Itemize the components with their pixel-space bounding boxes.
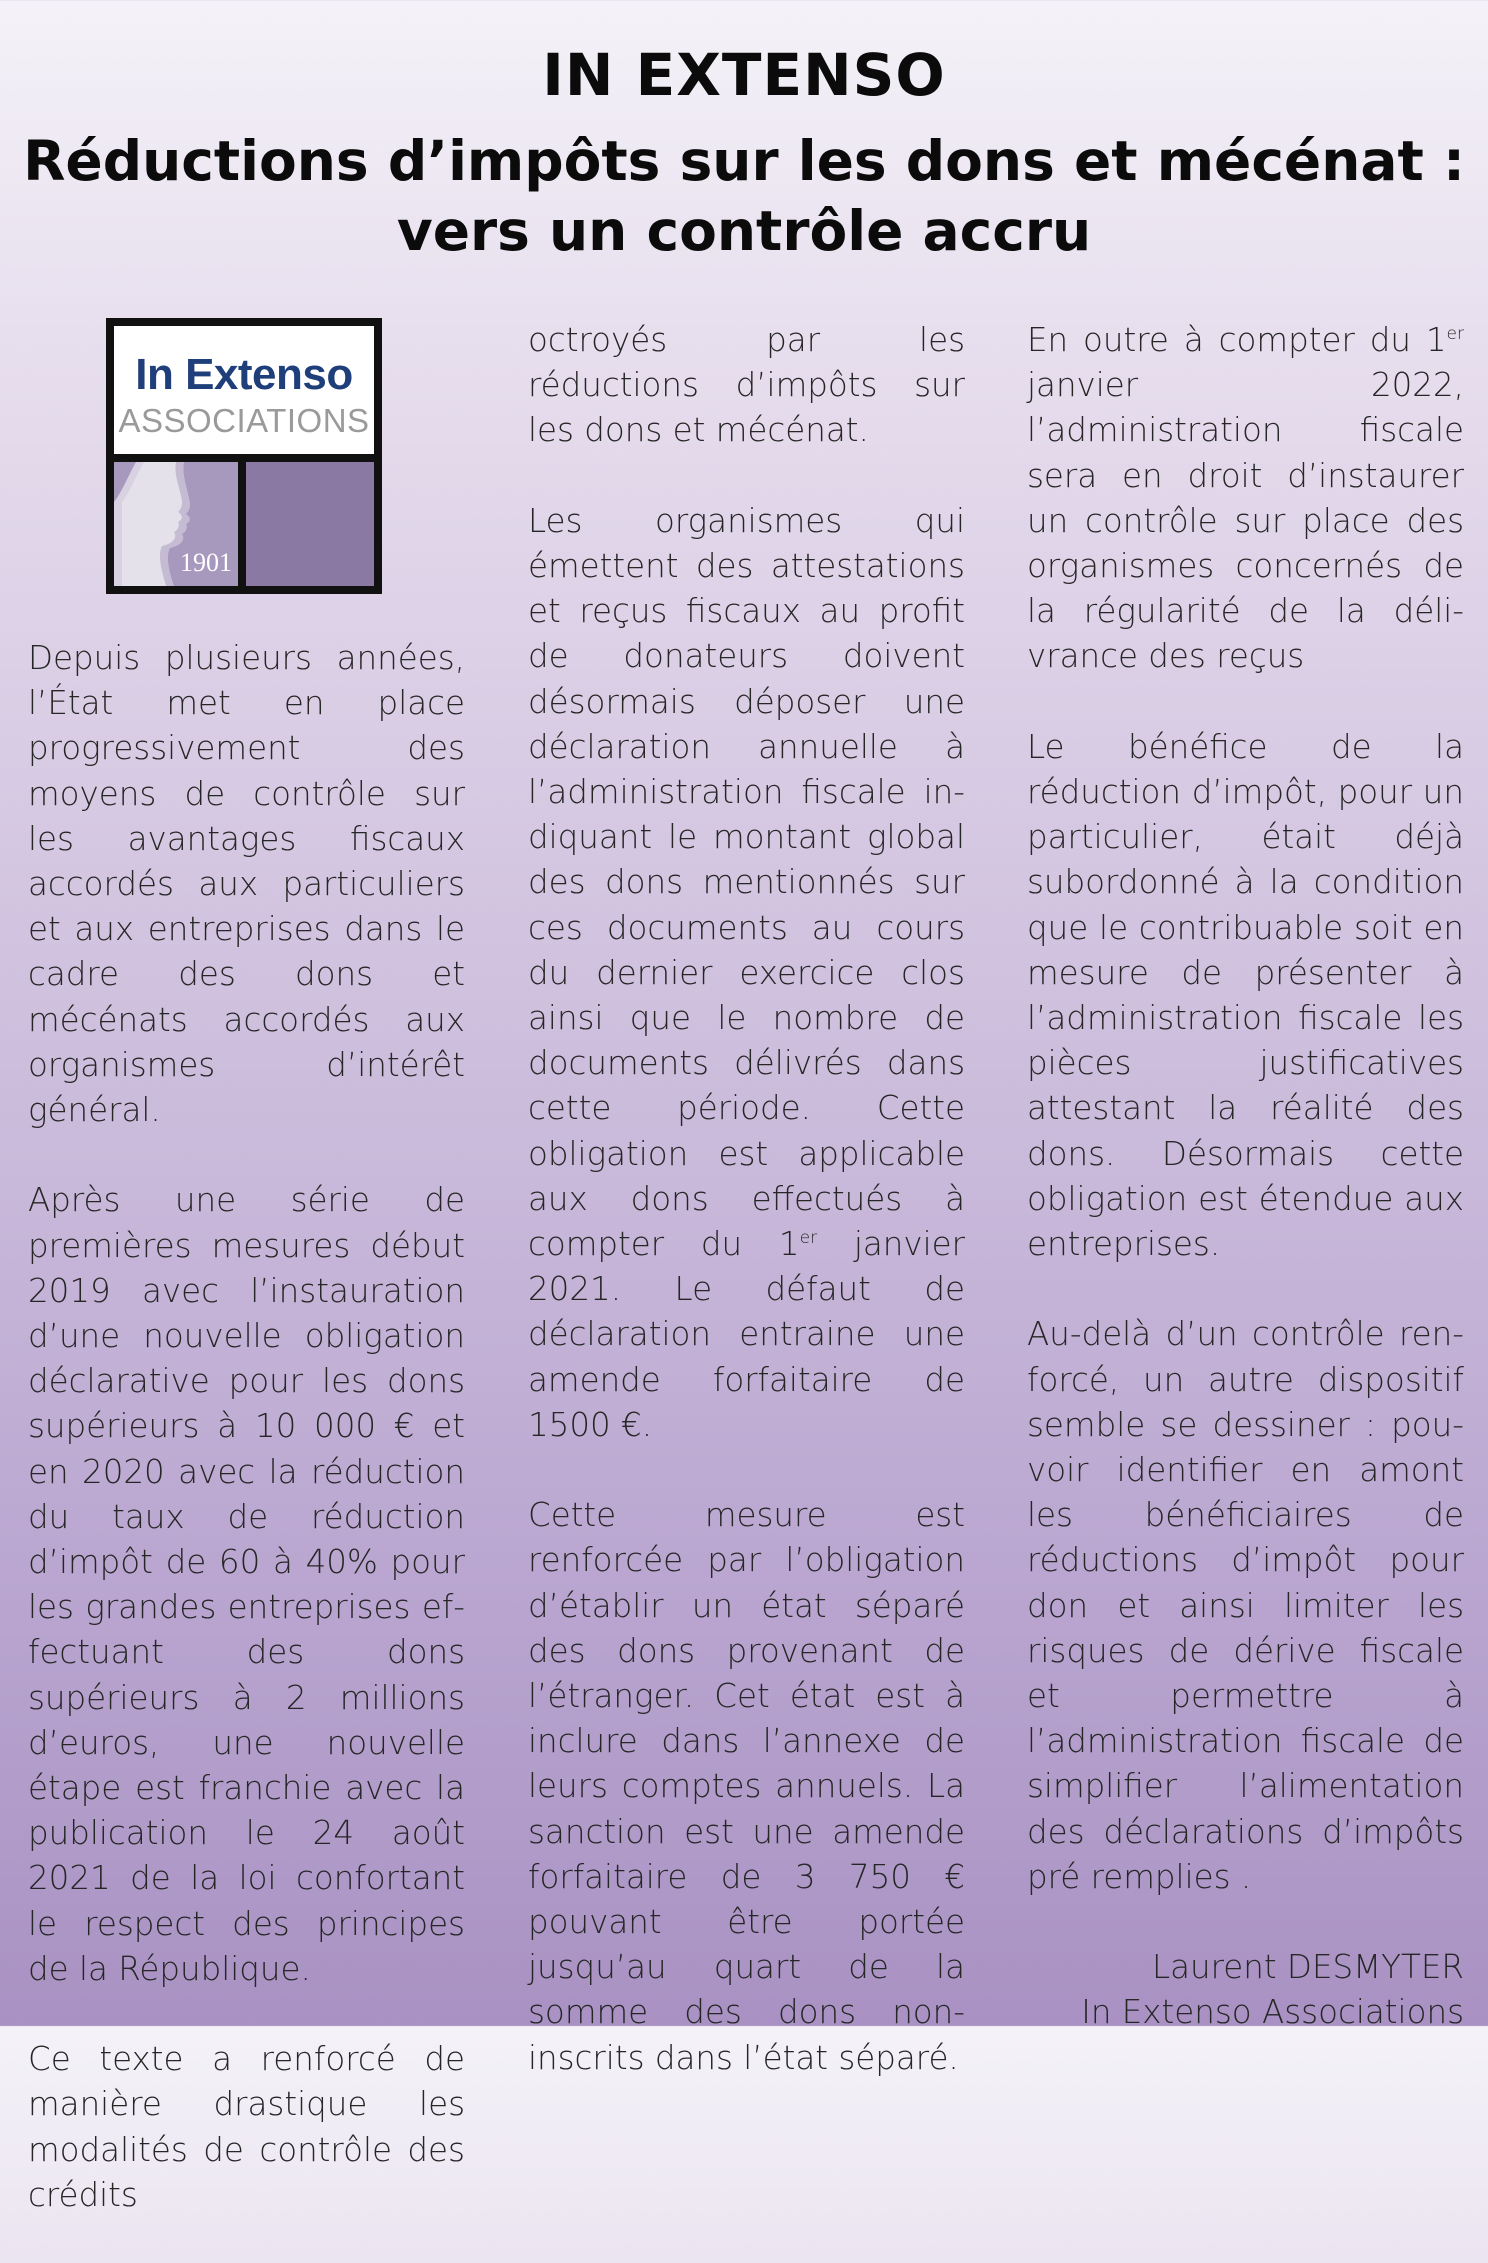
section-kicker: IN EXTENSO — [542, 41, 946, 109]
article-column-1 — [28, 636, 465, 2263]
logo-color-panel — [246, 462, 374, 586]
paragraph-text: Les organismes qui émettent des attestations et reçus fiscaux au profit de donateurs doivent désormais déposer une déclaration annuelle à l’administration fiscale indiquant le montant global des dons mentionnés sur ces documents au cours du dernier exercice clos ainsi que le nombre de documents délivrés dans cette période. Cette obligation est applicable aux dons effectués à compter du — [528, 501, 965, 1264]
paragraph: octroyés par les réductions d’impôts sur les dons et mécénat. — [528, 321, 965, 450]
ordinal-superscript: er — [1446, 324, 1464, 345]
paragraph: Après une série de premières mesures début 2019 avec l’instauration d’une nouvelle obligation déclarative pour les dons supérieurs à 10 000 € et en 2020 avec la réduction du taux de réduction d’impôt de 60 à 40% pour les grandes entreprises effectuant des dons supérieurs à 2 millions d’euros, une nouvelle étape est franchie avec la publication le 24 août 2021 de la loi confortant le respect des principes de la République. — [28, 1181, 465, 1988]
ordinal-number: 1 — [778, 1225, 800, 1264]
logo-year: 1901 — [180, 548, 232, 577]
logo-name: In Extenso — [135, 350, 353, 399]
in-extenso-associations-logo — [106, 318, 382, 594]
paragraph: Ce texte a renforcé de manière drastique les modalités de contrôle des crédits — [28, 2040, 465, 2214]
article-header — [0, 30, 1488, 266]
paragraph: Cette mesure est renforcée par l’obligation d’établir un état séparé des dons provenant de l’étranger. Cet état est à inclure dans l’annexe de leurs comptes annuels. La sanction est une amende forfaitaire de 3 750 € pouvant être portée jusqu’au quart de la somme des dons non-inscrits dans l’état séparé. — [528, 1496, 965, 2077]
article-column-3 — [1027, 318, 1464, 2036]
author-organization: In Extenso Associations — [1081, 1993, 1464, 2032]
paragraph: Au-delà d’un contrôle renforcé, un autre dispositif semble se dessiner : pouvoir identifier en amont les bénéficiaires de réductions d’impôt pour don et ainsi limiter les risques de dérive fiscale et permettre à l’administration fiscale de simplifier l’alimentation des déclarations d’impôts pré remplies . — [1027, 1315, 1464, 1896]
paragraph: Le bénéfice de la réduction d’impôt, pour un particulier, était déjà subordonné à la condition que le contribuable soit en mesure de présenter à l’administration fiscale les pièces justificatives attestant la réalité des dons. Désormais cette obligation est étendue aux entreprises. — [1027, 727, 1464, 1264]
article-title-line-2: vers un contrôle accru — [396, 199, 1092, 263]
ordinal-superscript: er — [799, 1228, 818, 1249]
paragraph-text: janvier 2022, l’administration fiscale sera en droit d’instaurer un contrôle sur place des organismes concernés de la régularité de la délivrance des reçus — [1027, 366, 1464, 676]
paragraph: Depuis plusieurs années, l’État met en place progressivement des moyens de contrôle sur les avantages fiscaux accordés aux particuliers et aux entreprises dans le cadre des dons et mécénats accordés aux organismes d’intérêt général. — [28, 639, 465, 1130]
article-title — [0, 126, 1488, 266]
author-name: Laurent DESMYTER — [1152, 1948, 1464, 1987]
logo-wordmark-panel — [114, 326, 374, 454]
paragraph-text: En outre à compter du 1 — [1027, 321, 1447, 359]
paragraph-text: janvier 2021. Le défaut de déclaration entraine une amende forfaitaire de 1500 €. — [528, 1225, 965, 1444]
article-title-line-1: Réductions d’impôts sur les dons et mécénat : — [23, 129, 1465, 193]
article-column-2 — [528, 318, 965, 2126]
logo-subtitle: ASSOCIATIONS — [118, 402, 370, 439]
logo-profile-panel — [114, 462, 238, 586]
paragraph — [1027, 318, 1464, 680]
paragraph — [528, 499, 965, 1448]
author-signature — [1027, 1945, 1464, 2035]
